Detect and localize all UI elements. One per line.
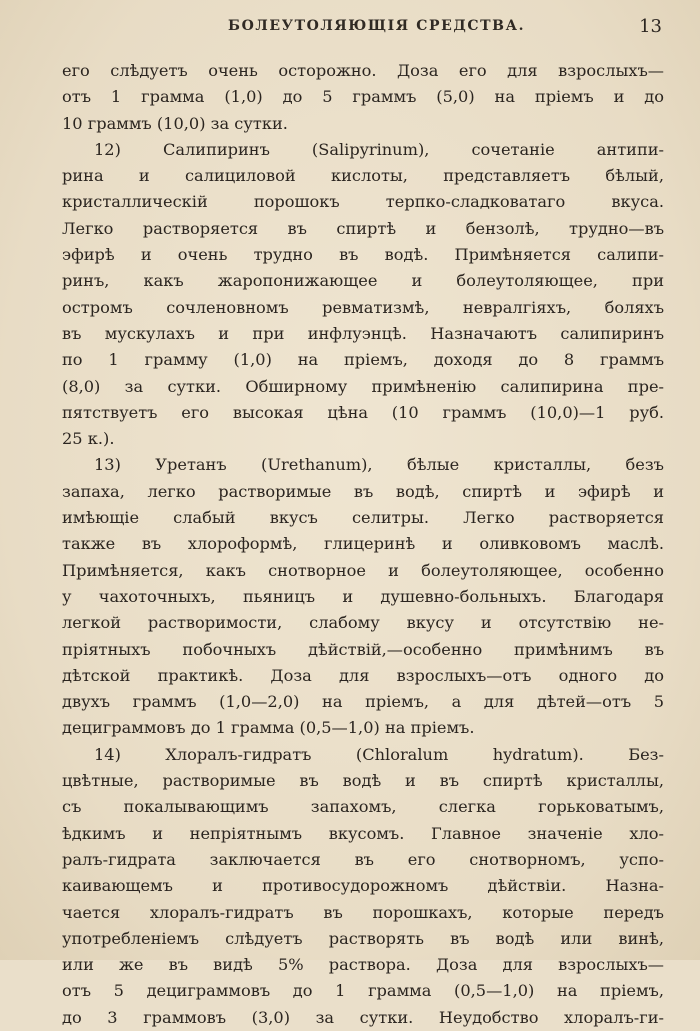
text-line: цвѣтные, растворимые въ водѣ и въ спиртѣ кристаллы,	[62, 771, 664, 791]
text-line: 12) Салипиринъ (Salipyrinum), сочетаніе антипи-	[94, 139, 664, 159]
text-line: (8,0) за сутки. Обширному примѣненію салипирина пре-	[62, 376, 664, 396]
text-line: или же въ видѣ 5% раствора. Доза для взрослыхъ—	[62, 955, 664, 975]
text-line: 10 граммъ (10,0) за сутки.	[62, 113, 288, 133]
text-line: въ мускулахъ и при инфлуэнцѣ. Назначаютъ салипиринъ	[62, 323, 664, 343]
running-title: БОЛЕУТОЛЯЮЩІЯ СРЕДСТВА.	[228, 18, 526, 34]
text-line: отъ 1 грамма (1,0) до 5 граммъ (5,0) на пріемъ и до	[62, 87, 664, 107]
text-line: пріятныхъ побочныхъ дѣйствій,—особенно примѣнимъ въ	[62, 639, 664, 659]
text-line: 25 к.).	[62, 429, 115, 449]
text-line: остромъ сочленовномъ ревматизмѣ, невралгіяхъ, боляхъ	[62, 297, 664, 317]
text-line: Примѣняется, какъ снотворное и болеутоляющее, особенно	[62, 560, 664, 580]
text-line: ринъ, какъ жаропонижающее и болеутоляющее, при	[62, 271, 664, 291]
text-line: употребленіемъ слѣдуетъ растворять въ водѣ или винѣ,	[62, 928, 664, 948]
text-line: отъ 5 дециграммовъ до 1 грамма (0,5—1,0) на пріемъ,	[62, 981, 664, 1001]
text-line: 13) Уретанъ (Urethanum), бѣлые кристаллы, безъ	[94, 455, 664, 475]
text-line: его слѣдуетъ очень осторожно. Доза его для взрослыхъ—	[62, 61, 664, 80]
text-line: дециграммовъ до 1 грамма (0,5—1,0) на пріемъ.	[62, 718, 475, 738]
text-line: по 1 грамму (1,0) на пріемъ, доходя до 8 граммъ	[62, 350, 664, 370]
body-text	[62, 58, 664, 1031]
text-line: дѣтской практикѣ. Доза для взрослыхъ—отъ одного до	[62, 665, 664, 685]
text-line: 14) Хлоралъ-гидратъ (Chloralum hydratum). Без-	[94, 744, 664, 764]
text-line: имѣющіе слабый вкусъ селитры. Легко растворяется	[62, 508, 664, 528]
text-line: рина и салициловой кислоты, представляетъ бѣлый,	[62, 166, 664, 186]
text-line: также въ хлороформѣ, глицеринѣ и оливковомъ маслѣ.	[62, 534, 664, 554]
text-line: ралъ-гидрата заключается въ его снотворномъ, успо-	[62, 849, 664, 869]
text-line: Легко растворяется въ спиртѣ и бензолѣ, трудно—въ	[62, 218, 664, 238]
text-line: чается хлоралъ-гидратъ въ порошкахъ, которые передъ	[62, 902, 664, 922]
text-line: запаха, легко растворимые въ водѣ, спиртѣ и эфирѣ и	[62, 481, 664, 501]
page-header	[0, 16, 700, 42]
text-line: пятствуетъ его высокая цѣна (10 граммъ (10,0)—1 руб.	[62, 402, 664, 422]
text-line: до 3 граммовъ (3,0) за сутки. Неудобство хлоралъ-ги-	[62, 1007, 664, 1027]
page-number: 13	[639, 16, 662, 37]
text-line: ѣдкимъ и непріятнымъ вкусомъ. Главное значеніе хло-	[62, 823, 664, 843]
text-line: легкой растворимости, слабому вкусу и отсутствію не-	[62, 613, 664, 633]
text-line: у чахоточныхъ, пьяницъ и душевно-больныхъ. Благодаря	[62, 586, 664, 606]
text-line: съ покалывающимъ запахомъ, слегка горьковатымъ,	[62, 797, 664, 817]
text-line: эфирѣ и очень трудно въ водѣ. Примѣняется салипи-	[62, 245, 664, 265]
text-line: кристаллическій порошокъ терпко-сладковатаго вкуса.	[62, 192, 664, 212]
text-line: каивающемъ и противосудорожномъ дѣйствіи. Назна-	[62, 876, 664, 896]
text-line: двухъ граммъ (1,0—2,0) на пріемъ, а для дѣтей—отъ 5	[62, 692, 664, 712]
